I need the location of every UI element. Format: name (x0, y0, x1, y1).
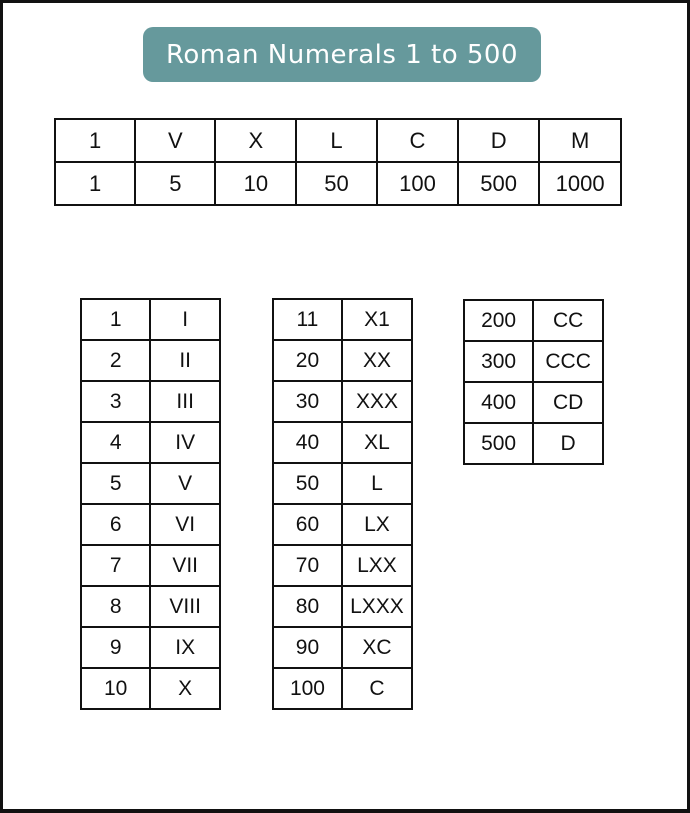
symbols-row (55, 119, 621, 162)
number-cell: 200 (464, 300, 533, 341)
value-cell: 50 (296, 162, 377, 205)
number-cell: 1 (81, 299, 150, 340)
value-cell: 10 (215, 162, 296, 205)
number-cell: 2 (81, 340, 150, 381)
numeral-cell: IX (150, 627, 220, 668)
numeral-cell: III (150, 381, 220, 422)
number-cell: 9 (81, 627, 150, 668)
symbol-cell: V (135, 119, 215, 162)
value-cell: 1 (55, 162, 135, 205)
number-cell: 4 (81, 422, 150, 463)
number-cell: 3 (81, 381, 150, 422)
symbol-cell: D (458, 119, 539, 162)
table-row (273, 381, 412, 422)
symbol-cell: M (539, 119, 621, 162)
numerals-11-to-100-table (272, 298, 413, 710)
symbol-cell: L (296, 119, 377, 162)
symbol-cell: C (377, 119, 458, 162)
table-row (464, 423, 603, 464)
number-cell: 500 (464, 423, 533, 464)
table-row (81, 340, 220, 381)
number-cell: 40 (273, 422, 342, 463)
numeral-cell: C (342, 668, 412, 709)
symbol-cell: 1 (55, 119, 135, 162)
table-row (81, 463, 220, 504)
number-cell: 70 (273, 545, 342, 586)
table-row (81, 545, 220, 586)
table-row (464, 300, 603, 341)
numeral-cell: IV (150, 422, 220, 463)
number-cell: 80 (273, 586, 342, 627)
table-row (273, 340, 412, 381)
numeral-cell: XX (342, 340, 412, 381)
numeral-cell: CD (533, 382, 603, 423)
table-row (273, 627, 412, 668)
numeral-cell: LXXX (342, 586, 412, 627)
number-cell: 30 (273, 381, 342, 422)
numeral-cell: VIII (150, 586, 220, 627)
numeral-cell: XL (342, 422, 412, 463)
table-row (81, 504, 220, 545)
numeral-cell: X1 (342, 299, 412, 340)
table-row (273, 504, 412, 545)
numeral-cell: CC (533, 300, 603, 341)
numeral-cell: CCC (533, 341, 603, 382)
numeral-cell: D (533, 423, 603, 464)
table-row (273, 299, 412, 340)
numeral-cell: X (150, 668, 220, 709)
number-cell: 400 (464, 382, 533, 423)
number-cell: 300 (464, 341, 533, 382)
number-cell: 60 (273, 504, 342, 545)
values-row (55, 162, 621, 205)
table-row (81, 422, 220, 463)
page-title: Roman Numerals 1 to 500 (143, 27, 541, 82)
table-row (273, 422, 412, 463)
table-row (81, 668, 220, 709)
numeral-cell: XC (342, 627, 412, 668)
numeral-cell: I (150, 299, 220, 340)
number-cell: 6 (81, 504, 150, 545)
number-cell: 100 (273, 668, 342, 709)
number-cell: 7 (81, 545, 150, 586)
table-row (273, 545, 412, 586)
numeral-cell: L (342, 463, 412, 504)
table-row (81, 586, 220, 627)
value-cell: 500 (458, 162, 539, 205)
value-cell: 5 (135, 162, 215, 205)
number-cell: 10 (81, 668, 150, 709)
numeral-cell: VII (150, 545, 220, 586)
symbol-cell: X (215, 119, 296, 162)
table-row (273, 586, 412, 627)
numeral-cell: V (150, 463, 220, 504)
table-row (464, 341, 603, 382)
table-row (273, 668, 412, 709)
number-cell: 50 (273, 463, 342, 504)
table-row (464, 382, 603, 423)
numeral-cell: LXX (342, 545, 412, 586)
value-cell: 1000 (539, 162, 621, 205)
roman-symbols-table (54, 118, 622, 206)
numeral-cell: VI (150, 504, 220, 545)
numerals-200-to-500-table (463, 299, 604, 465)
number-cell: 11 (273, 299, 342, 340)
number-cell: 5 (81, 463, 150, 504)
table-row (81, 299, 220, 340)
number-cell: 20 (273, 340, 342, 381)
number-cell: 90 (273, 627, 342, 668)
numeral-cell: II (150, 340, 220, 381)
number-cell: 8 (81, 586, 150, 627)
numeral-cell: LX (342, 504, 412, 545)
value-cell: 100 (377, 162, 458, 205)
numerals-1-to-10-table (80, 298, 221, 710)
numeral-cell: XXX (342, 381, 412, 422)
table-row (81, 627, 220, 668)
table-row (81, 381, 220, 422)
table-row (273, 463, 412, 504)
